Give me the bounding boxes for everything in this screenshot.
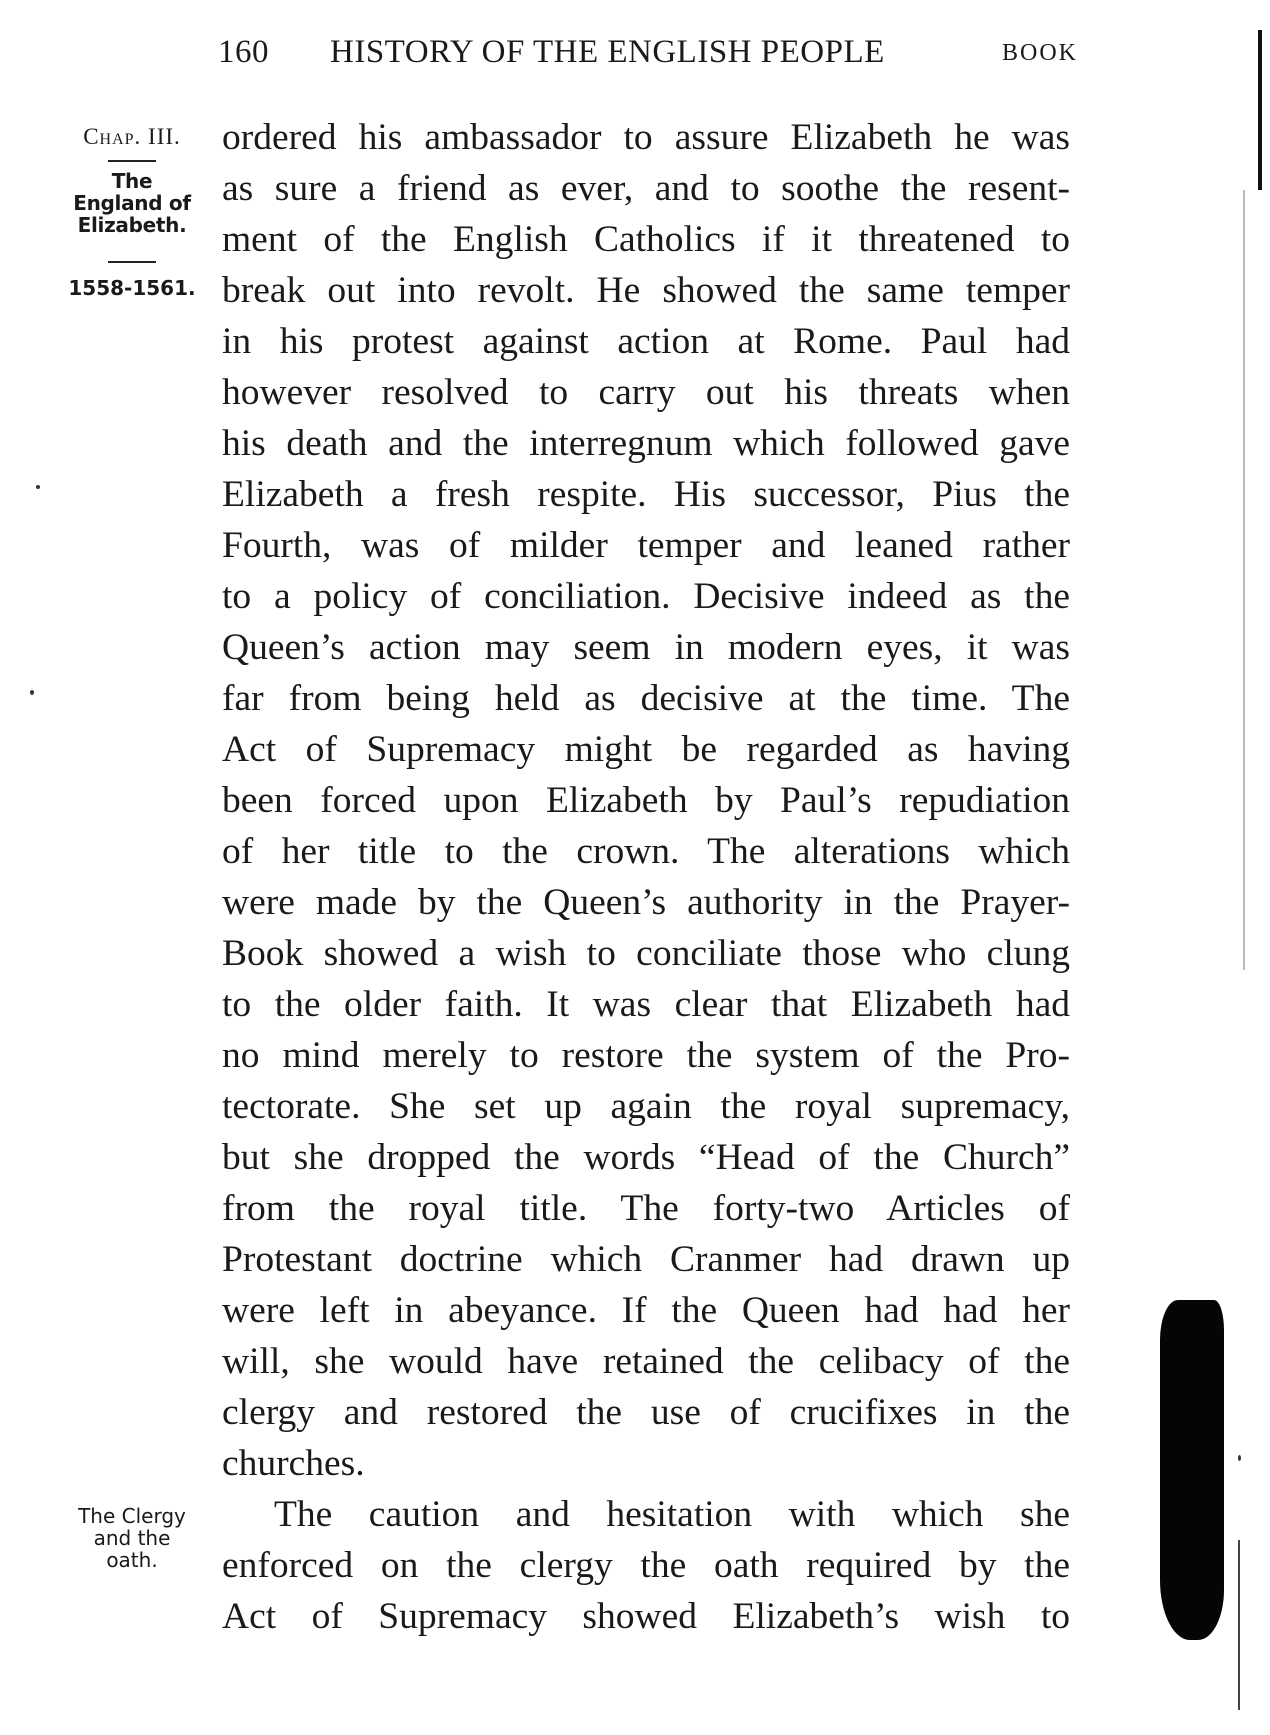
text-line: Book showed a wish to conciliate those who clung xyxy=(222,933,1070,974)
body-text xyxy=(222,112,1070,1642)
text-line: of her title to the crown. The alterations which xyxy=(222,831,1070,872)
text-line: been forced upon Elizabeth by Paul’s repudiation xyxy=(222,780,1070,821)
margin-topic-line: England of xyxy=(73,191,191,215)
binding-edge xyxy=(1258,30,1262,190)
margin-rule xyxy=(108,160,156,162)
margin-rule xyxy=(108,261,156,263)
text-line: break out into revolt. He showed the same temper xyxy=(222,270,1070,311)
text-line: ment of the English Catholics if it threatened to xyxy=(222,219,1070,260)
text-line: ordered his ambassador to assure Elizabeth he was xyxy=(222,117,1070,158)
text-line: Act of Supremacy showed Elizabeth’s wish to xyxy=(222,1596,1070,1637)
text-line: in his protest against action at Rome. Paul had xyxy=(222,321,1070,362)
scan-speck xyxy=(30,690,34,695)
book-label: BOOK xyxy=(1001,40,1078,66)
text-line: his death and the interregnum which followed gave xyxy=(222,423,1070,464)
text-line: no mind merely to restore the system of the Pro- xyxy=(222,1035,1070,1076)
margin-topic-line: and the xyxy=(93,1526,171,1550)
text-line: were made by the Queen’s authority in the Prayer- xyxy=(222,882,1070,923)
scan-speck xyxy=(1238,1455,1241,1461)
text-line: were left in abeyance. If the Queen had had her xyxy=(222,1290,1070,1331)
margin-topic-line: The Clergy xyxy=(78,1504,186,1528)
text-line: enforced on the clergy the oath required by the xyxy=(222,1545,1070,1586)
margin-topic-line: The xyxy=(111,169,153,193)
running-title: HISTORY OF THE ENGLISH PEOPLE xyxy=(330,34,885,70)
binding-edge xyxy=(1238,1540,1240,1710)
text-line: Protestant doctrine which Cranmer had drawn up xyxy=(222,1239,1070,1280)
text-line: The caution and hesitation with which she xyxy=(274,1494,1070,1535)
text-line: Elizabeth a fresh respite. His successor, Pius the xyxy=(222,474,1070,515)
margin-chapter: Chap. III. xyxy=(83,124,181,149)
margin-dates: 1558-1561. xyxy=(68,276,196,300)
text-line: to a policy of conciliation. Decisive indeed as the xyxy=(222,576,1070,617)
margin-topic-line: oath. xyxy=(106,1548,158,1572)
text-line: Queen’s action may seem in modern eyes, it was xyxy=(222,627,1070,668)
margin-topic xyxy=(52,170,212,236)
margin-topic-clergy xyxy=(52,1505,212,1571)
text-line: will, she would have retained the celibacy of the xyxy=(222,1341,1070,1382)
page-number: 160 xyxy=(218,34,269,70)
text-line: Act of Supremacy might be regarded as having xyxy=(222,729,1070,770)
margin-topic-line: Elizabeth. xyxy=(77,213,187,237)
text-line: Fourth, was of milder temper and leaned rather xyxy=(222,525,1070,566)
text-line: far from being held as decisive at the time. The xyxy=(222,678,1070,719)
text-line: but she dropped the words “Head of the Church” xyxy=(222,1137,1070,1178)
scan-speck xyxy=(36,485,40,489)
ink-blot xyxy=(1160,1300,1224,1640)
text-line: tectorate. She set up again the royal supremacy, xyxy=(222,1086,1070,1127)
binding-edge xyxy=(1243,190,1245,970)
text-line: to the older faith. It was clear that Elizabeth had xyxy=(222,984,1070,1025)
text-line: as sure a friend as ever, and to soothe the resent- xyxy=(222,168,1070,209)
text-line: clergy and restored the use of crucifixes in the xyxy=(222,1392,1070,1433)
text-line: from the royal title. The forty-two Articles of xyxy=(222,1188,1070,1229)
text-line: however resolved to carry out his threats when xyxy=(222,372,1070,413)
text-line: churches. xyxy=(222,1443,365,1484)
